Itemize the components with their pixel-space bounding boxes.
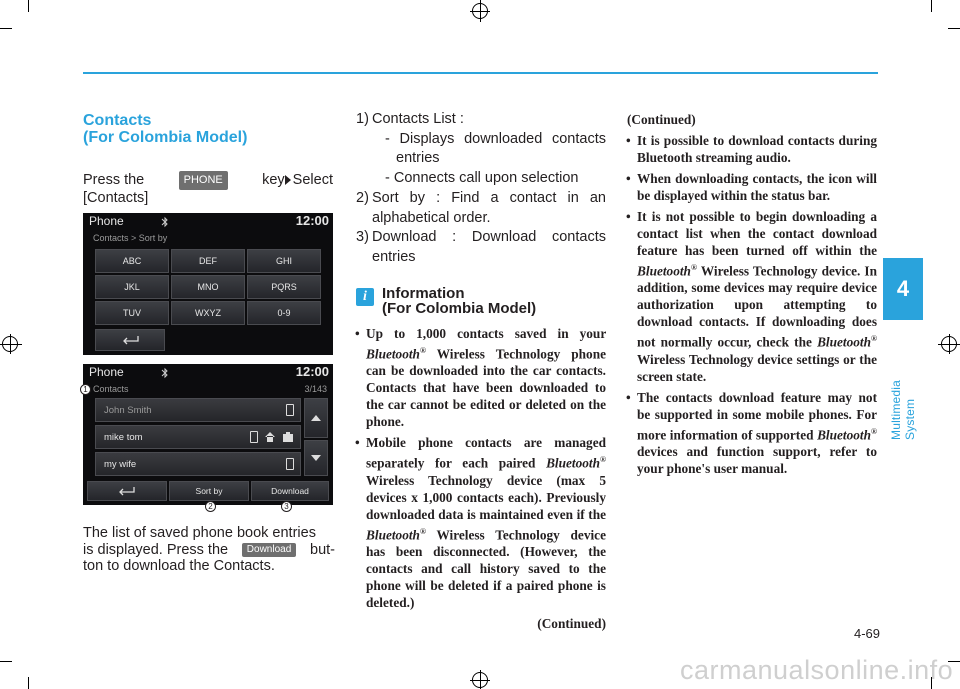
text: ® <box>419 526 426 536</box>
back-button[interactable] <box>95 329 165 351</box>
sub-item: - Connects call upon selection <box>385 169 579 186</box>
text: but- <box>310 541 335 558</box>
registration-line <box>470 11 490 12</box>
text: Bluetooth <box>546 455 601 471</box>
crop-mark <box>931 0 932 12</box>
text: Bluetooth <box>637 263 691 279</box>
sort-key[interactable]: MNO <box>171 275 245 299</box>
sort-key[interactable]: DEF <box>171 249 245 273</box>
item-number: 1) <box>356 111 369 127</box>
scroll-down-button[interactable] <box>304 440 328 476</box>
watermark: carmanualsonline.info <box>680 655 954 685</box>
text: key <box>262 172 285 188</box>
bullet-item <box>356 325 606 430</box>
sort-key[interactable]: GHI <box>247 249 321 273</box>
sort-by-button[interactable]: Sort by <box>169 481 249 501</box>
phone-screen-sort <box>83 213 333 355</box>
sort-key[interactable]: PQRS <box>247 275 321 299</box>
mobile-icon <box>250 431 258 443</box>
bluetooth-icon <box>161 367 169 379</box>
text: Wireless Technology device. In addition, some devices may require device authorization upon attempting to download contacts. If downloading does not normally occur, check the <box>637 263 878 350</box>
heading-line: (For Colombia Model) <box>83 129 248 146</box>
item-text: Sort by : Find a contact in an alphabetical order. <box>372 190 606 226</box>
item-number: 2) <box>356 190 369 206</box>
chapter-label: Multimedia System <box>889 379 917 440</box>
bullet-item: • When downloading contacts, the icon will be displayed within the status bar. <box>627 170 877 204</box>
sort-key[interactable]: JKL <box>95 275 169 299</box>
contact-name: mike tom <box>104 431 143 443</box>
callout-1: 1 <box>80 384 91 395</box>
arrow-up-icon <box>305 399 327 437</box>
text: ® <box>690 263 697 272</box>
contact-row[interactable] <box>95 425 301 449</box>
text: [Contacts] <box>83 190 149 206</box>
mobile-icon <box>286 458 294 470</box>
crop-mark <box>0 28 12 29</box>
bullet-item <box>356 434 606 611</box>
text: ® <box>871 426 877 436</box>
text: Wireless Technology device has been disconnected. (However, the contacts and call history saved to the phone will be deleted if a paired phone is deleted.) <box>366 527 606 611</box>
text: Up to 1,000 contacts saved in your <box>366 326 606 341</box>
mobile-icon <box>286 404 294 416</box>
callout-3: 3 <box>281 501 292 512</box>
bullet-item <box>627 208 877 385</box>
text: Wireless Technology device settings or the screen state. <box>637 351 877 384</box>
registration-line <box>10 334 11 354</box>
information-icon: i <box>356 288 374 306</box>
heading-line: Contacts <box>83 112 152 129</box>
text: devices and function support, refer to your phone's user manual. <box>637 444 877 477</box>
contact-name: John Smith <box>104 404 152 416</box>
sort-key[interactable]: ABC <box>95 249 169 273</box>
text: Bluetooth <box>817 427 872 443</box>
text: ® <box>871 334 877 344</box>
sort-key[interactable]: 0-9 <box>247 301 321 325</box>
sort-key[interactable]: WXYZ <box>171 301 245 325</box>
text: Bluetooth <box>366 346 420 362</box>
header-rule <box>83 72 878 74</box>
text: is displayed. Press the <box>83 541 229 558</box>
sort-key-grid <box>95 249 321 325</box>
sort-key[interactable]: TUV <box>95 301 169 325</box>
text: Bluetooth <box>366 527 420 543</box>
text: The list of saved phone book entries <box>83 525 316 541</box>
crop-mark <box>0 661 12 662</box>
screen-time: 12:00 <box>295 213 329 228</box>
list-item <box>356 188 606 228</box>
text: Select <box>292 172 333 188</box>
item-number: 3) <box>356 229 369 245</box>
text: It is not possible to begin downloading a contact list when the contact download feature has been turned off within the <box>637 209 877 258</box>
text: ® <box>600 455 606 465</box>
continued-label: (Continued) <box>627 112 696 127</box>
screen-subtitle: Contacts <box>93 384 129 394</box>
arrow-right-icon <box>285 175 291 185</box>
registration-line <box>949 334 950 354</box>
phone-screen-contacts <box>83 364 333 505</box>
back-arrow-icon <box>112 483 142 499</box>
back-arrow-icon <box>96 330 166 350</box>
list-item <box>356 110 606 130</box>
contact-row[interactable] <box>95 398 301 422</box>
title-line: Information <box>382 285 465 302</box>
sub-item: - Displays downloaded contacts entries <box>385 130 606 166</box>
phone-key-label: PHONE <box>179 171 228 190</box>
title-line: (For Colombia Model) <box>382 300 537 317</box>
item-text: Download : Download contacts entries <box>372 229 606 265</box>
information-title <box>382 286 582 316</box>
continued-bullets <box>627 111 877 481</box>
bullet-item: • It is possible to download contacts during Bluetooth streaming audio. <box>627 132 877 166</box>
continued-label: (Continued) <box>537 616 606 632</box>
crop-mark <box>28 0 29 12</box>
contact-count: 3/143 <box>304 384 327 394</box>
back-button[interactable] <box>87 481 167 501</box>
text: The contacts download feature may not be supported in some mobile phones. For more information of supported <box>637 389 877 443</box>
page-number: 4-69 <box>853 626 880 641</box>
arrow-down-icon <box>305 441 327 475</box>
text: ® <box>419 346 426 355</box>
screen-title: Phone <box>89 365 124 379</box>
callout-2: 2 <box>205 501 216 512</box>
numbered-list <box>356 110 606 267</box>
download-button[interactable]: Download <box>251 481 329 501</box>
breadcrumb: Contacts > Sort by <box>93 233 168 243</box>
contact-row[interactable] <box>95 452 301 476</box>
download-paragraph <box>83 525 335 575</box>
contact-name: my wife <box>104 458 137 470</box>
bluetooth-icon <box>161 216 169 228</box>
bullet-item <box>627 389 877 477</box>
chapter-tab: 4 <box>883 258 923 320</box>
scroll-up-button[interactable] <box>304 398 328 438</box>
list-item <box>356 228 606 267</box>
screen-title: Phone <box>89 214 124 228</box>
text: Press the <box>83 172 145 188</box>
office-icon <box>282 431 294 443</box>
download-button-label: Download <box>242 543 296 557</box>
crop-mark <box>28 677 29 689</box>
section-heading <box>83 112 247 146</box>
registration-line <box>470 680 490 681</box>
text: Bluetooth <box>817 334 872 350</box>
text: Wireless Technology device (max 5 devices x 1,000 contacts each). Previously downloaded data is maintained even if the <box>366 472 606 522</box>
instruction-paragraph <box>83 171 333 207</box>
item-text: Contacts List : <box>372 111 464 127</box>
information-bullets <box>356 325 606 632</box>
text: Mobile phone contacts are managed separately for each paired <box>366 435 606 471</box>
screen-time: 12:00 <box>295 364 329 379</box>
crop-mark <box>948 28 960 29</box>
text: ton to download the Contacts. <box>83 558 275 574</box>
text: Wireless Technology phone can be downloaded into the car contacts. Contacts that have been downloaded to the car cannot be edited or deleted on the phone. <box>366 346 606 430</box>
home-icon <box>264 431 276 443</box>
